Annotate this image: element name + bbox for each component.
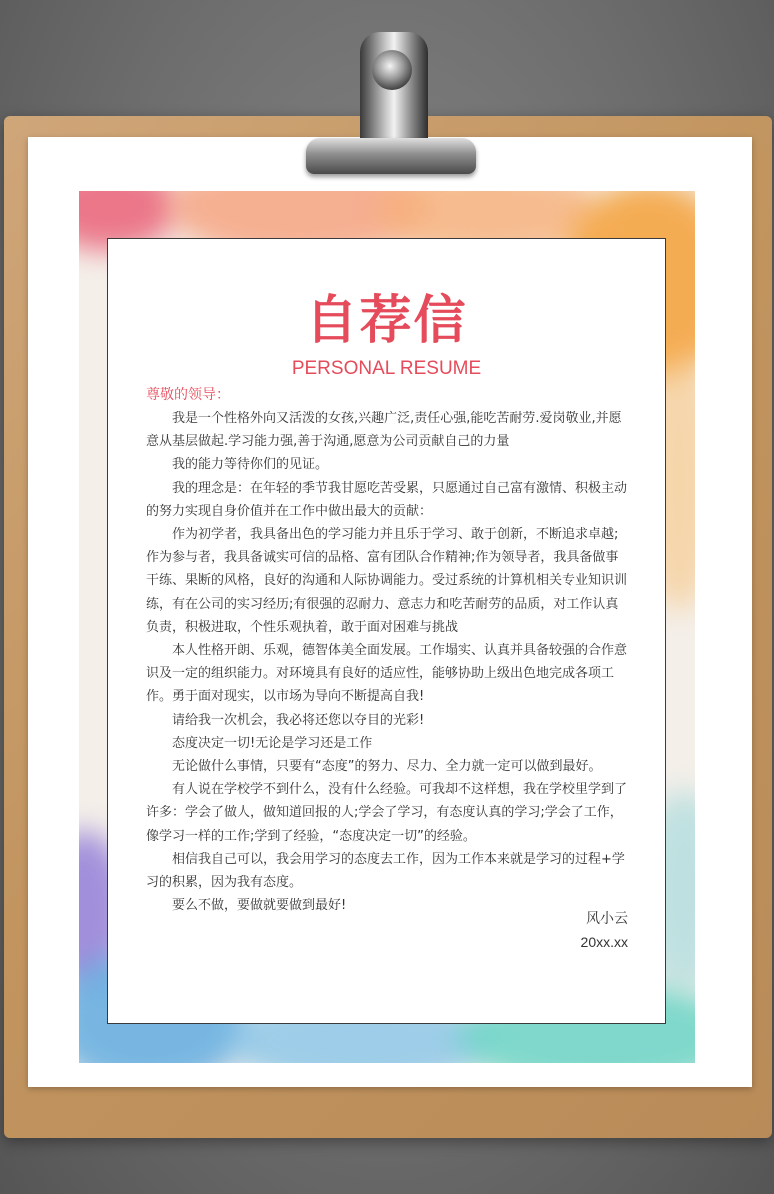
letter-paragraph: 作为初学者，我具备出色的学习能力并且乐于学习、敢于创新，不断追求卓越;作为参与者，我具备诚实可信的品格、富有团队合作精神;作为领导者，我具备做事干练、果断的风格，良好的沟通和人际协调能力。受过系统的计算机相关专业知识训练，有在公司的实习经历;有很强的忍耐力、意志力和吃苦耐劳的品质，对工作认真负责，积极进取，个性乐观执着，敢于面对困难与挑战 <box>146 527 628 635</box>
letter-paragraph: 我是一个性格外向又活泼的女孩,兴趣广泛,责任心强,能吃苦耐劳.爱岗敬业,并愿意从基层做起.学习能力强,善于沟通,愿意为公司贡献自己的力量 <box>146 411 622 450</box>
letter-paragraph: 态度决定一切!无论是学习还是工作 <box>172 735 373 751</box>
letter-signer: 风小云 <box>586 911 628 927</box>
letter-paragraph: 本人性格开朗、乐观，德智体美全面发展。工作塌实、认真并具备较强的合作意识及一定的组织能力。对环境具有良好的适应性，能够协助上级出色地完成各项工作。勇于面对现实，以市场为导向不断提高自我! <box>146 643 628 705</box>
letter-paragraph: 无论做什么事情，只要有“态度”的努力、尽力、全力就一定可以做到最好。 <box>172 759 602 775</box>
letter-paragraph: 请给我一次机会，我必将还您以夺目的光彩! <box>172 712 425 728</box>
letter-paragraph: 有人说在学校学不到什么，没有什么经验。可我却不这样想，我在学校里学到了许多：学会了做人，做知道回报的人;学会了学习，有态度认真的学习;学会了工作，像学习一样的工作;学到了经验，“态度决定一切”的经验。 <box>146 782 628 844</box>
letter-paragraph: 我的能力等待你们的见证。 <box>172 457 329 473</box>
letter-body <box>146 407 631 917</box>
binder-clip-base <box>306 138 476 174</box>
letter-title: 自荐信 <box>305 291 468 351</box>
letter-date: 20xx.xx <box>580 934 628 950</box>
letter-paragraph: 我的理念是：在年轻的季节我甘愿吃苦受累，只愿通过自己富有激情、积极主动的努力实现自身价值并在工作中做出最大的贡献： <box>146 480 628 519</box>
letter-paragraph: 要么不做，要做就要做到最好! <box>172 898 347 914</box>
binder-clip-ring <box>372 50 412 90</box>
letter-paragraph: 相信我自己可以，我会用学习的态度去工作，因为工作本来就是学习的过程+学习的积累，因为我有态度。 <box>146 851 625 891</box>
letter-greeting: 尊敬的领导： <box>146 387 230 403</box>
letter-subtitle: PERSONAL RESUME <box>291 358 482 379</box>
